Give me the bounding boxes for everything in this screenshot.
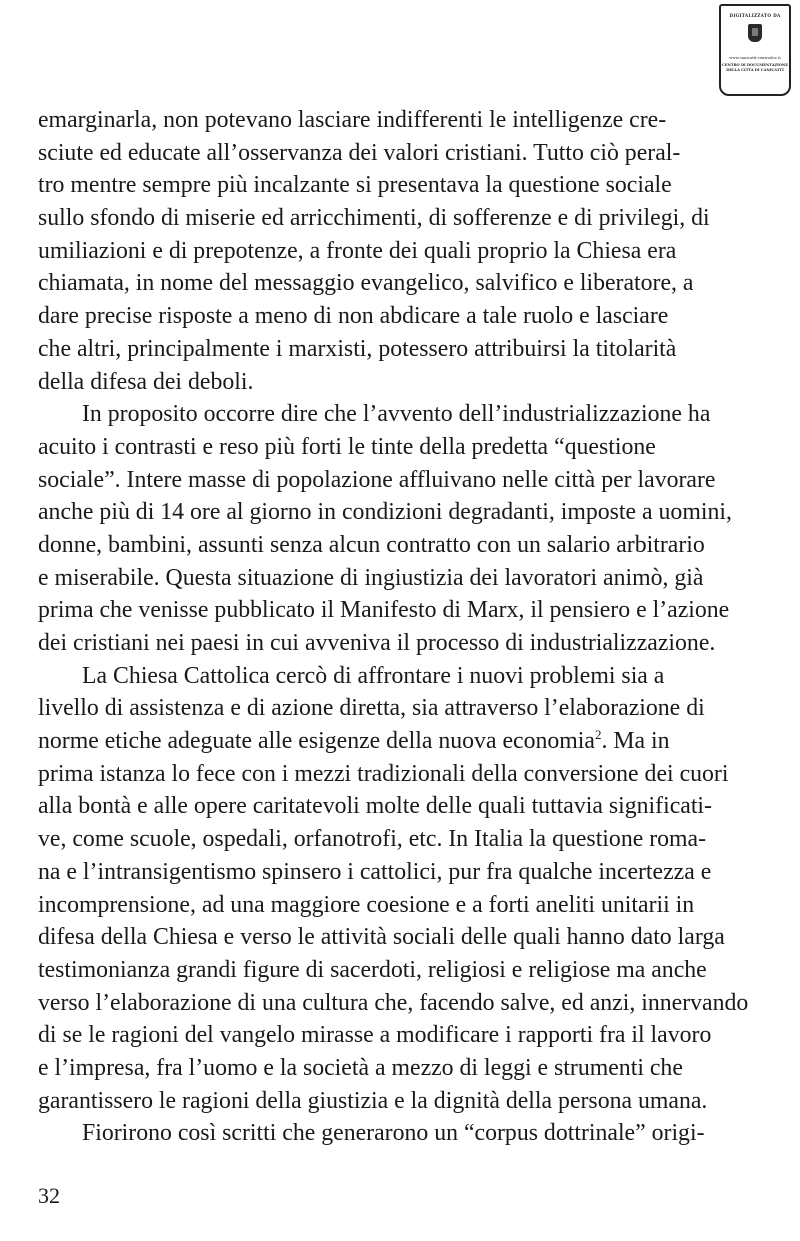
text-line: tro mentre sempre più incalzante si presentava la questione sociale bbox=[38, 172, 672, 199]
text-line-with-footnote bbox=[38, 725, 765, 758]
stamp-header: DIGITALIZZATO DA bbox=[729, 13, 781, 18]
text-line-main: norme etiche adeguate alle esigenze della nuova economia bbox=[38, 728, 595, 755]
text-line: incomprensione, ad una maggiore coesione e a forti aneliti unitarii in bbox=[38, 891, 695, 918]
text-line: garantissero le ragioni della giustizia e la dignità della persona umana. bbox=[38, 1087, 708, 1114]
text-line: ve, come scuole, ospedali, orfanotrofi, etc. In Italia la questione roma- bbox=[38, 826, 707, 853]
text-line: di se le ragioni del vangelo mirasse a modificare i rapporti fra il lavoro bbox=[38, 1022, 712, 1049]
text-line: sciute ed educate all’osservanza dei valori cristiani. Tutto ciò peral- bbox=[38, 139, 681, 166]
text-line: che altri, principalmente i marxisti, potessero attribuirsi la titolarità bbox=[38, 335, 677, 362]
text-line: dei cristiani nei paesi in cui avveniva il processo di industrializzazione. bbox=[38, 630, 716, 656]
text-line: livello di assistenza e di azione diretta, sia attraverso l’elaborazione di bbox=[38, 695, 705, 722]
text-line: sociale”. Intere masse di popolazione affluivano nelle città per lavorare bbox=[38, 466, 716, 493]
text-line-tail: . Ma in bbox=[601, 728, 670, 755]
body-text bbox=[38, 104, 765, 1150]
text-line: dare precise risposte a meno di non abdicare a tale ruolo e lasciare bbox=[38, 303, 669, 330]
text-line: prima che venisse pubblicato il Manifesto di Marx, il pensiero e l’azione bbox=[38, 597, 730, 624]
text-line: testimonianza grandi figure di sacerdoti, religiosi e religiose ma anche bbox=[38, 956, 707, 983]
page-number: 32 bbox=[38, 1183, 60, 1208]
stamp-line-1: CENTRO DI DOCUMENTAZIONE bbox=[722, 63, 788, 67]
text-line: In proposito occorre dire che l’avvento dell’industrializzazione ha bbox=[82, 401, 711, 428]
text-line: anche più di 14 ore al giorno in condizioni degradanti, imposte a uomini, bbox=[38, 499, 732, 526]
text-line: verso l’elaborazione di una cultura che, facendo salve, ed anzi, innervando bbox=[38, 989, 749, 1016]
text-line: alla bontà e alle opere caritatevoli molte delle quali tuttavia significati- bbox=[38, 793, 712, 820]
text-line: difesa della Chiesa e verso le attività sociali delle quali hanno dato larga bbox=[38, 924, 725, 951]
footnote-reference[interactable]: 2 bbox=[594, 727, 602, 743]
coat-of-arms-icon bbox=[748, 24, 762, 42]
stamp-line-2: DELLA CITTÀ DI CANICATTÌ bbox=[726, 68, 784, 72]
digitization-stamp bbox=[719, 4, 791, 96]
text-line: sullo sfondo di miserie ed arricchimenti, di sofferenze e di privilegi, di bbox=[38, 205, 710, 232]
text-line: acuito i contrasti e reso più forti le tinte della predetta “questione bbox=[38, 433, 656, 460]
text-line: La Chiesa Cattolica cercò di affrontare i nuovi problemi sia a bbox=[82, 662, 665, 689]
text-line: prima istanza lo fece con i mezzi tradizionali della conversione dei cuori bbox=[38, 760, 729, 787]
text-line: chiamata, in nome del messaggio evangelico, salvifico e liberatore, a bbox=[38, 270, 694, 297]
stamp-url: www.canicatti-centrodoc.it bbox=[729, 55, 781, 60]
text-line: umiliazioni e di prepotenze, a fronte dei quali proprio la Chiesa era bbox=[38, 237, 677, 264]
text-line: emarginarla, non potevano lasciare indifferenti le intelligenze cre- bbox=[38, 107, 667, 133]
text-line: Fiorirono così scritti che generarono un “corpus dottrinale” origi- bbox=[82, 1120, 705, 1147]
text-line: e miserabile. Questa situazione di ingiustizia dei lavoratori animò, già bbox=[38, 564, 704, 591]
text-line: na e l’intransigentismo spinsero i cattolici, pur fra qualche incertezza e bbox=[38, 858, 712, 885]
text-line: donne, bambini, assunti senza alcun contratto con un salario arbitrario bbox=[38, 531, 705, 558]
text-line: e l’impresa, fra l’uomo e la società a mezzo di leggi e strumenti che bbox=[38, 1054, 683, 1081]
text-line: della difesa dei deboli. bbox=[38, 368, 254, 395]
